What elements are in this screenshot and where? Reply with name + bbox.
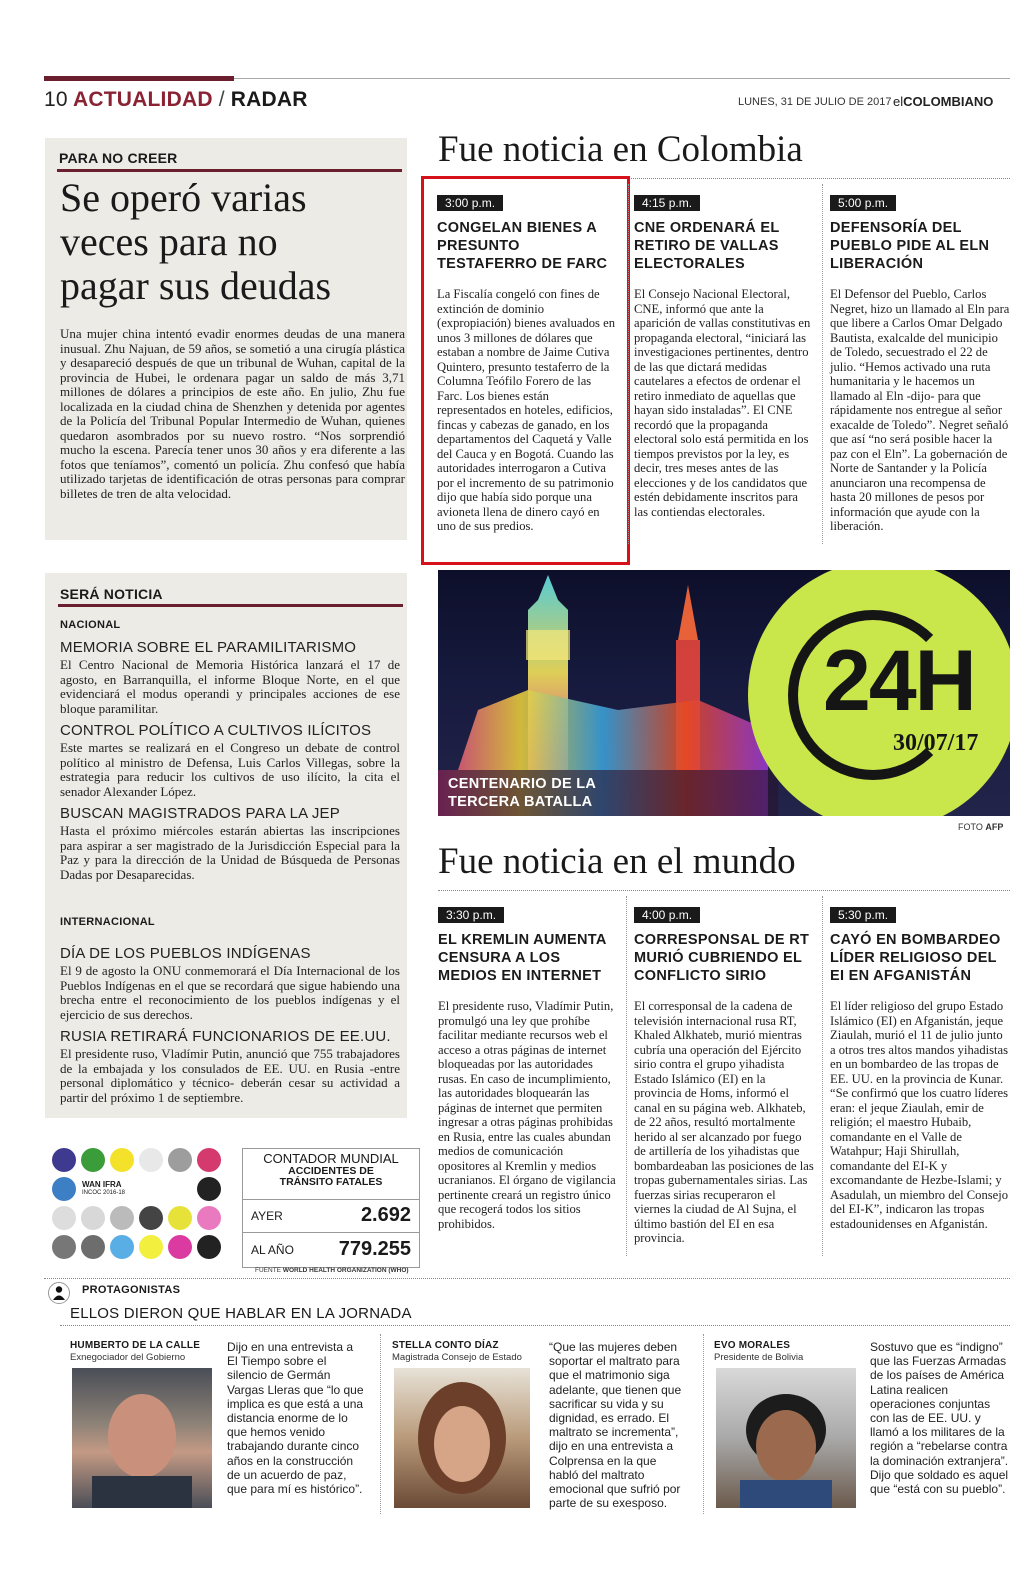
item-body: El 9 de agosto la ONU conmemorará el Día Internacional de los Pueblos Indígenas en el que se recordará que sigue habiendo una brecha entre el reconocimiento de los pueblos indígenas y el ejercicio de sus derechos. <box>60 963 400 1022</box>
header-accent-bar <box>44 76 234 81</box>
sera-noticia-nacional-list <box>60 639 400 882</box>
page-header <box>44 88 308 112</box>
protagonist-quote: Dijo en una entrevista a El Tiempo sobre el silencio de Germán Vargas Lleras que “lo que implica es que está a una distancia enorme de lo que hemos venido trabajando durante cinco años en la construcción de un acuerdo de paz, que para mí es histórico”. <box>227 1340 364 1497</box>
news-headline: DEFENSORÍA DEL PUEBLO PIDE AL ELN LIBERACIÓN <box>830 220 990 272</box>
subtitle-line: TRÁNSITO FATALES <box>279 1176 383 1188</box>
contador-source <box>255 1267 409 1274</box>
color-swatch <box>110 1148 134 1172</box>
logo-prefix: el <box>893 94 904 109</box>
newspaper-logo <box>893 94 993 109</box>
mundo-news-1 <box>438 904 618 1231</box>
color-swatch <box>139 1235 163 1259</box>
24h-badge-text: 24H <box>823 633 975 729</box>
wan-ifra-logo: WAN IFRA <box>82 1180 122 1189</box>
item-title: RUSIA RETIRARÁ FUNCIONARIOS DE EE.UU. <box>60 1028 391 1045</box>
column-divider <box>703 1334 704 1514</box>
title-line: veces para no <box>60 219 278 264</box>
color-swatch <box>52 1148 76 1172</box>
header-separator: / <box>218 88 225 111</box>
colombia-news-2 <box>634 192 812 519</box>
protagonist-card <box>392 1338 692 1518</box>
colombia-news-1 <box>437 192 617 534</box>
color-swatch <box>81 1148 105 1172</box>
subsection-name: RADAR <box>230 88 308 111</box>
kicker-rule <box>57 169 402 172</box>
news-time: 4:15 p.m. <box>634 195 700 211</box>
mundo-title-rule <box>438 890 1010 891</box>
list-item <box>60 805 400 882</box>
color-swatch <box>81 1206 105 1230</box>
caption-line: TERCERA BATALLA <box>448 794 593 810</box>
color-swatch <box>110 1206 134 1230</box>
news-body: El Defensor del Pueblo, Carlos Negret, hizo un llamado al Eln para que libere a Carlos Omar Delgado Bautista, exalcalde del municipio de Toledo, secuestrado el 22 de julio. “Hemos activado una ruta humanitaria y le hacemos un llamado al Eln -dijo- para que rápidamente nos entregue al señor exacalde de Toledo”. Negret señaló que así “no será posible hacer la paz con el Eln”. La gobernación de Norte de Santander y la Policía anunciaron una recompensa de hasta 20 millones de pesos por información que ayude con la liberación. <box>830 287 1010 533</box>
protagonist-quote: “Que las mujeres deben soportar el maltrato para que el matrimonio siga adelante, que tienen que sacrificar su vida y su dignidad, es errado. El maltrato se incrementa”, dijo en una entrevista a Colprensa en la que habló del maltrato emocional que sufrió por parte de su exesposo. <box>549 1340 682 1511</box>
color-swatch <box>197 1148 221 1172</box>
mundo-section-title: Fue noticia en el mundo <box>438 841 796 882</box>
logo-main: COLOMBIANO <box>903 94 994 109</box>
protagonist-role: Presidente de Bolivia <box>714 1352 804 1363</box>
color-swatch <box>168 1206 192 1230</box>
news-body: El presidente ruso, Vladímir Putin, promulgó una ley que prohíbe facilitar mediante recursos web el acceso a otras páginas de internet bloqueadas por las autoridades rusas. En caso de incumplimiento, las autoridades bloquearán las páginas de internet que permiten ingresar a otras páginas prohibidas en Rusia, entre las cuales abundan medios de comunicación opositores al Kremlin y medios ucranianos. El órgano de vigilancia pertinente creará un registro único que recogerá todos los sitios prohibidos. <box>438 999 616 1231</box>
protagonist-portrait <box>394 1368 530 1508</box>
news-time: 5:00 p.m. <box>830 195 896 211</box>
row-label: AYER <box>251 1209 283 1223</box>
news-time: 4:00 p.m. <box>634 907 700 923</box>
color-swatch <box>168 1148 192 1172</box>
credit-prefix: FOTO <box>958 822 983 832</box>
protagonist-role: Magistrada Consejo de Estado <box>392 1352 522 1363</box>
news-headline: CAYÓ EN BOMBARDEO LÍDER RELIGIOSO DEL EI EN AFGANISTÁN <box>830 932 1001 984</box>
color-swatch <box>139 1148 163 1172</box>
news-time: 5:30 p.m. <box>830 907 896 923</box>
column-divider <box>380 1334 381 1514</box>
feature-photo <box>438 570 1010 816</box>
contador-box <box>242 1148 420 1268</box>
colombia-news-3 <box>830 192 1010 534</box>
column-divider <box>822 184 823 544</box>
color-swatch <box>197 1235 221 1259</box>
list-item <box>60 945 400 1022</box>
para-no-creer-box <box>45 138 407 540</box>
protagonist-card <box>714 1338 1010 1518</box>
column-divider <box>626 896 627 1256</box>
24h-badge-date: 30/07/17 <box>893 730 979 756</box>
nacional-label: NACIONAL <box>60 619 121 631</box>
color-swatch <box>81 1235 105 1259</box>
news-headline: EL KREMLIN AUMENTA CENSURA A LOS MEDIOS EN INTERNET <box>438 932 607 984</box>
color-swatch <box>52 1235 76 1259</box>
source-name: WORLD HEALTH ORGANIZATION (WHO) <box>282 1267 409 1274</box>
news-headline: CORRESPONSAL DE RT MURIÓ CUBRIENDO EL CONFLICTO SIRIO <box>634 932 810 984</box>
source-prefix: FUENTE <box>255 1267 281 1274</box>
kicker-rule <box>58 604 403 607</box>
protagonist-role: Exnegociador del Gobierno <box>70 1352 186 1363</box>
page-number: 10 <box>44 88 68 111</box>
list-item <box>60 722 400 799</box>
row-value: 2.692 <box>360 1204 411 1226</box>
internacional-label: INTERNACIONAL <box>60 916 155 928</box>
subtitle-line: ACCIDENTES DE <box>288 1165 374 1177</box>
item-title: CONTROL POLÍTICO A CULTIVOS ILÍCITOS <box>60 722 372 739</box>
item-body: Este martes se realizará en el Congreso un debate de control político al ministro de Defensa, Luis Carlos Villegas, sobre la estrategia para reducir los cultivos de uso ilícito, la cita el senador Alexander López. <box>60 740 400 799</box>
column-divider <box>822 896 823 1256</box>
protagonist-name: EVO MORALES <box>714 1340 791 1351</box>
credit-source: AFP <box>985 822 1004 832</box>
protagonistas-subtitle-rule <box>60 1325 1010 1326</box>
news-headline: CONGELAN BIENES A PRESUNTO TESTAFERRO DE FARC <box>437 220 608 272</box>
news-body: La Fiscalía congeló con fines de extinción de dominio (expropiación) bienes avaluados en unos 3 millones de dólares que estaban a nombre de Jaime Cutiva Quintero, presunto testaferro de la Columna Teófilo Forero de las Farc. Los bienes están representados en hoteles, edificios, fincas y cabezas de ganado, en los departamentos del Caquetá y Valle del Cauca y en Bogotá. Cuando las autoridades interrogaron a Cutiva por el incremento de su patrimonio dijo que había sido porque una avioneta llena de dinero cayó en uno de sus predios. <box>437 287 615 533</box>
news-body: El corresponsal de la cadena de televisión internacional rusa RT, Khaled Alkhateb, murió mientras cubría una operación del Ejército sirio contra el grupo yihadista Estado Islámico (EI) en la provincia de Homs, informó el canal en su página web. Alkhateb, de 22 años, resultó mortalmente herido al ser alcanzado por fuego de artillería de los yihadistas que bombardeaban las posiciones de las tropas gubernamentales sirias. Las fuerzas sirias recuperaron el viernes la ciudad de Al Sujna, el último bastión del EI en esa provincia. <box>634 999 814 1245</box>
para-no-creer-body: Una mujer china intentó evadir enormes deudas de una manera inusual. Zhu Najuan, de 59 años, se sometió a una cirugía plástica y desapareció después de que un tribunal de Wuhan, capital de la provincia de Hubei, le ordenara pagar un saldo de más 3,71 millones de dólares a principios de este año. En julio, Zhu fue localizada en la ciudad china de Shenzhen y detenida por agentes de la Policía del Tribunal Popular Intermedio de Wuhan, quienes quedaron asombrados por su nuevo rostro. “Nos sorprendió mucho la escena. Parecía tener unos 30 años y era diferente a las fotos que teníamos”, comentó un policía. Zhu confesó que había utilizado tarjetas de identificación de otras personas para comprar billetes de tren de alta velocidad. <box>60 326 405 501</box>
news-time: 3:30 p.m. <box>438 907 504 923</box>
sera-noticia-box <box>45 573 407 1118</box>
item-body: Hasta el próximo miércoles estarán abiertas las inscripciones para aspirar a ser magistrado de la Jurisdicción Especial para la Paz y para la dirección de la Unidad de Búsqueda de Personas Dadas por Desaparecidas. <box>60 823 400 882</box>
color-swatch <box>168 1235 192 1259</box>
row-value: 779.255 <box>338 1238 411 1260</box>
issue-date: LUNES, 31 DE JULIO DE 2017 <box>738 96 892 108</box>
contador-row <box>243 1199 419 1232</box>
item-body: El Centro Nacional de Memoria Histórica lanzará el 17 de agosto, en Barranquilla, el informe Bloque Norte, en el que evidenciará el modus operandi y principales acciones de ese bloque paramilitar. <box>60 657 400 716</box>
color-swatch <box>110 1235 134 1259</box>
item-title: BUSCAN MAGISTRADOS PARA LA JEP <box>60 805 340 822</box>
news-body: El Consejo Nacional Electoral, CNE, informó que ante la aparición de vallas constitutivas en propaganda electoral, “iniciará las investigaciones pertinentes, dentro de las que dictará medidas cautelares a efectos de ordenar el retiro inmediato de aquellas que hayan sido instaladas”. El CNE recordó que la propaganda electoral solo está permitida en los tiempos previstos por la ley, es decir, tres meses antes de las elecciones y de los candidatos que estén debidamente inscritos para las contiendas electorales. <box>634 287 811 519</box>
protagonist-card <box>70 1338 370 1518</box>
protagonist-name: STELLA CONTO DÍAZ <box>392 1340 499 1351</box>
mundo-news-2 <box>634 904 814 1246</box>
title-line: Se operó varias <box>60 175 307 220</box>
contador-subtitle <box>243 1166 419 1188</box>
list-item <box>60 1028 400 1105</box>
protagonist-portrait <box>716 1368 856 1508</box>
color-swatch <box>197 1177 221 1201</box>
sera-noticia-internacional-list <box>60 945 400 1105</box>
person-icon <box>48 1282 70 1304</box>
caption-line: CENTENARIO DE LA <box>448 776 597 792</box>
news-body: El líder religioso del grupo Estado Islámico (EI) en Afganistán, jeque Ziaulah, murió el 11 de julio junto a otros tres altos mandos yihadistas en un bombardeo de las tropas de EE. UU. en la provincia de Kunar. “Se confirmó que los cuatro líderes eran: el jeque Ziaulah, emir de religión; el maestro Hubaib, comandante en el Valle de Watahpur; Haji Shirullah, comandante del EI-K y excomandante de Hezbe-Islami; y Asadulah, un miembro del Consejo del EI-K”, indicaron las tropas estadounidenses en Afganistán. <box>830 999 1009 1231</box>
contador-title: CONTADOR MUNDIAL <box>263 1151 399 1166</box>
protagonistas-subtitle: ELLOS DIERON QUE HABLAR EN LA JORNADA <box>70 1305 412 1322</box>
column-divider <box>628 184 629 544</box>
color-swatch <box>52 1206 76 1230</box>
photo-credit <box>958 822 1003 832</box>
row-label: AL AÑO <box>251 1243 294 1257</box>
sera-noticia-kicker: SERÁ NOTICIA <box>60 586 163 602</box>
mundo-news-3 <box>830 904 1010 1231</box>
protagonist-portrait <box>72 1368 212 1508</box>
item-title: MEMORIA SOBRE EL PARAMILITARISMO <box>60 639 357 656</box>
item-body: El presidente ruso, Vladímir Putin, anunció que 755 trabajadores de la embajada y los consulados de EE. UU. en Rusia -entre personal diplomático y técnico- deberán cesar su actividad a partir del próximo 1 de septiembre. <box>60 1046 400 1105</box>
header-rule <box>234 78 1010 79</box>
printer-color-bar <box>52 1148 224 1260</box>
protagonistas-kicker: PROTAGONISTAS <box>82 1284 181 1296</box>
title-line: pagar sus deudas <box>60 263 332 308</box>
colombia-section-title: Fue noticia en Colombia <box>438 129 803 170</box>
para-no-creer-kicker: PARA NO CREER <box>59 150 178 166</box>
contador-row <box>243 1232 419 1267</box>
color-swatch <box>139 1206 163 1230</box>
para-no-creer-title <box>60 176 405 308</box>
list-item <box>60 639 400 716</box>
color-swatch <box>197 1206 221 1230</box>
protagonistas-rule <box>44 1278 1010 1279</box>
section-name: ACTUALIDAD <box>73 88 213 111</box>
news-headline: CNE ORDENARÁ EL RETIRO DE VALLAS ELECTORALES <box>634 220 780 272</box>
protagonist-name: HUMBERTO DE LA CALLE <box>70 1340 201 1351</box>
protagonist-quote: Sostuvo que es “indigno” que las Fuerzas Armadas de los países de América Latina realicen operaciones conjuntas con las de EE. UU. y llamó a los militares de la región a “rebelarse contra la dominación extranjera”. Dijo que soldado es aquel que “está con su pueblo”. <box>870 1340 1009 1497</box>
item-title: DÍA DE LOS PUEBLOS INDÍGENAS <box>60 945 311 962</box>
incoc-label: INCOC 2016-18 <box>82 1190 126 1196</box>
photo-caption <box>448 775 596 811</box>
news-time: 3:00 p.m. <box>437 195 503 211</box>
color-swatch <box>52 1177 76 1201</box>
